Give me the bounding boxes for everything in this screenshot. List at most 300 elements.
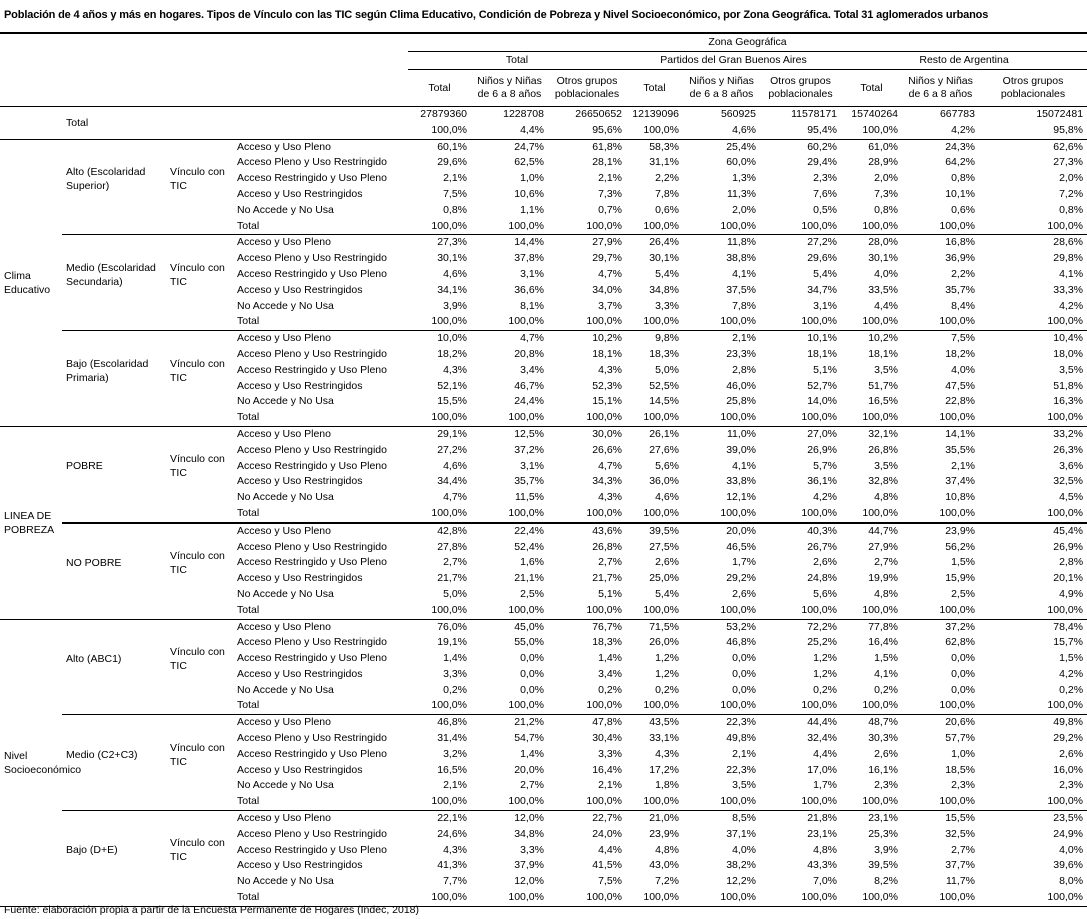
section-label: Clima Educativo — [0, 139, 62, 426]
value-cell: 100,0% — [586, 315, 622, 328]
value-cell: 0,2% — [598, 683, 622, 696]
value-cell: 34,8% — [514, 827, 544, 840]
value-cell: 36,1% — [807, 475, 837, 488]
value-cell: 38,2% — [726, 859, 756, 872]
value-cell: 100,0% — [643, 603, 679, 616]
value-cell: 4,6% — [655, 491, 679, 504]
value-cell: 1,3% — [732, 172, 756, 185]
value-cell: 4,1% — [732, 459, 756, 472]
value-cell: 10,0% — [408, 331, 471, 347]
value-cell: 26,9% — [1053, 540, 1084, 553]
value-cell: 100,0% — [643, 219, 679, 232]
value-cell: 29,2% — [1053, 732, 1084, 745]
value-cell: 27,9% — [868, 540, 898, 553]
value-cell: 27,9% — [548, 235, 626, 251]
value-cell: 3,1% — [813, 299, 837, 312]
value-cell: 100,0% — [862, 219, 898, 232]
table-body — [0, 107, 1087, 907]
value-cell: 100,0% — [1047, 795, 1084, 808]
value-cell: 100,0% — [862, 411, 898, 424]
value-cell: 22,8% — [945, 395, 975, 408]
value-cell: 7,8% — [655, 187, 679, 200]
value-cell: 0,2% — [813, 683, 837, 696]
category-label: Acceso Pleno y Uso Restringido — [237, 252, 387, 265]
category-label: Total — [237, 795, 260, 808]
value-cell: 60,1% — [408, 139, 471, 155]
value-cell: 22,3% — [726, 763, 756, 776]
value-cell: 100,0% — [801, 795, 837, 808]
value-cell: 100,0% — [586, 411, 622, 424]
category-label: Acceso y Uso Pleno — [233, 619, 408, 635]
value-cell: 46,5% — [726, 540, 756, 553]
data-row — [0, 426, 1087, 442]
value-cell: 24,6% — [437, 827, 467, 840]
value-cell: 23,9% — [649, 827, 679, 840]
value-cell: 16,4% — [868, 636, 898, 649]
category-label: Acceso Pleno y Uso Restringido — [237, 443, 387, 456]
value-cell: 25,3% — [868, 827, 898, 840]
value-cell: 49,8% — [979, 715, 1087, 731]
category-label: Acceso Restringido y Uso Pleno — [237, 843, 387, 856]
category-label: No Accede y No Usa — [237, 491, 334, 504]
group-label: Alto (ABC1) — [62, 619, 166, 715]
value-cell: 42,8% — [408, 523, 471, 540]
value-cell: 27,0% — [760, 426, 841, 442]
value-cell: 12,5% — [471, 426, 548, 442]
value-cell: 43,3% — [807, 859, 837, 872]
value-cell: 1,6% — [520, 556, 544, 569]
value-cell: 4,1% — [1059, 267, 1084, 280]
value-cell: 100,0% — [720, 315, 756, 328]
category-label: Acceso y Uso Restringidos — [237, 859, 363, 872]
value-cell: 2,1% — [683, 331, 760, 347]
value-cell: 21,7% — [592, 572, 622, 585]
value-cell: 4,3% — [443, 843, 467, 856]
category-label: Acceso y Uso Pleno — [233, 235, 408, 251]
value-cell: 41,5% — [592, 859, 622, 872]
value-cell: 15,9% — [945, 572, 975, 585]
value-cell: 39,5% — [868, 859, 898, 872]
value-cell: 0,0% — [732, 667, 756, 680]
column-header: Total — [643, 81, 666, 94]
value-cell: 37,4% — [945, 475, 975, 488]
value-cell: 100,0% — [939, 315, 975, 328]
value-cell: 23,9% — [902, 523, 979, 540]
value-cell: 100,0% — [431, 699, 467, 712]
value-cell: 18,5% — [945, 763, 975, 776]
value-cell: 27,5% — [649, 540, 679, 553]
value-cell: 5,6% — [655, 459, 679, 472]
value-cell: 2,8% — [732, 363, 756, 376]
value-cell: 18,1% — [868, 347, 898, 360]
value-cell: 2,3% — [951, 779, 975, 792]
value-cell: 10,2% — [548, 331, 626, 347]
value-cell: 10,1% — [945, 187, 975, 200]
value-cell: 61,8% — [548, 139, 626, 155]
category-label: Acceso Restringido y Uso Pleno — [237, 556, 387, 569]
value-cell: 18,2% — [437, 347, 467, 360]
value-cell: 0,8% — [874, 203, 898, 216]
value-cell: 22,3% — [683, 715, 760, 731]
value-cell: 100,0% — [508, 891, 544, 904]
value-cell: 0,0% — [951, 652, 975, 665]
value-cell: 100,0% — [508, 699, 544, 712]
value-cell: 0,6% — [655, 203, 679, 216]
value-cell: 29,2% — [726, 572, 756, 585]
value-cell: 78,4% — [979, 619, 1087, 635]
value-cell: 4,0% — [874, 267, 898, 280]
value-cell: 47,8% — [548, 715, 626, 731]
category-label: Acceso Pleno y Uso Restringido — [237, 156, 387, 169]
value-cell: 32,5% — [1053, 475, 1084, 488]
value-cell: 0,7% — [598, 203, 622, 216]
value-cell: 46,0% — [726, 379, 756, 392]
value-cell: 0,0% — [520, 683, 544, 696]
category-label: Total — [237, 603, 260, 616]
value-cell: 0,2% — [874, 683, 898, 696]
value-cell: 60,2% — [760, 139, 841, 155]
value-cell: 100,0% — [801, 411, 837, 424]
value-cell: 25,0% — [649, 572, 679, 585]
value-cell: 30,0% — [548, 426, 626, 442]
value-cell: 28,1% — [592, 156, 622, 169]
value-cell: 100,0% — [508, 219, 544, 232]
value-cell: 3,9% — [443, 299, 467, 312]
value-cell: 5,7% — [813, 459, 837, 472]
value-cell: 29,8% — [1053, 252, 1084, 265]
data-row — [0, 139, 1087, 155]
vinculo-label: Vínculo con TIC — [166, 523, 233, 619]
vinculo-label: Vínculo con TIC — [166, 139, 233, 235]
group-label: Alto (Escolaridad Superior) — [62, 139, 166, 235]
value-cell: 37,9% — [514, 859, 544, 872]
value-cell: 28,0% — [841, 235, 902, 251]
value-cell: 26,0% — [649, 636, 679, 649]
value-cell: 20,6% — [902, 715, 979, 731]
value-cell: 1,1% — [520, 203, 544, 216]
value-cell: 44,7% — [841, 523, 902, 540]
value-cell: 100,0% — [643, 315, 679, 328]
value-cell: 22,7% — [548, 811, 626, 827]
value-cell: 7,8% — [732, 299, 756, 312]
value-cell: 27,2% — [760, 235, 841, 251]
value-cell: 51,8% — [1053, 379, 1084, 392]
value-cell: 100,0% — [720, 506, 756, 519]
value-cell: 7,5% — [902, 331, 979, 347]
value-cell: 21,2% — [471, 715, 548, 731]
value-cell: 26,9% — [807, 443, 837, 456]
value-cell: 7,3% — [598, 187, 622, 200]
value-cell: 4,3% — [598, 363, 622, 376]
value-cell: 52,5% — [649, 379, 679, 392]
value-cell: 20,8% — [514, 347, 544, 360]
value-cell: 51,7% — [868, 379, 898, 392]
value-cell: 11,5% — [515, 491, 544, 504]
category-label: Acceso Restringido y Uso Pleno — [237, 459, 387, 472]
value-cell: 100,0% — [720, 795, 756, 808]
value-cell: 5,4% — [655, 587, 679, 600]
value-cell: 4,2% — [1059, 299, 1084, 312]
group-label: POBRE — [62, 426, 166, 522]
value-cell: 27,8% — [437, 540, 467, 553]
value-cell: 0,0% — [520, 652, 544, 665]
value-cell: 100,0% — [801, 219, 837, 232]
value-cell: 30,1% — [649, 252, 679, 265]
value-cell: 100,0% — [586, 891, 622, 904]
value-cell: 4,0% — [951, 363, 975, 376]
value-cell: 5,6% — [813, 587, 837, 600]
column-header: Otros grupos poblacionales — [1000, 75, 1066, 100]
value-cell: 2,0% — [874, 172, 898, 185]
blank-cell — [0, 107, 62, 123]
value-cell: 3,4% — [598, 667, 622, 680]
value-cell: 60,0% — [726, 156, 756, 169]
value-cell: 26,3% — [1053, 443, 1084, 456]
value-cell: 52,1% — [437, 379, 467, 392]
data-row — [0, 619, 1087, 635]
value-cell: 27,6% — [649, 443, 679, 456]
value-cell: 16,5% — [868, 395, 898, 408]
value-cell: 0,8% — [443, 203, 467, 216]
category-label: Acceso Pleno y Uso Restringido — [237, 827, 387, 840]
value-cell: 100,0% — [1047, 891, 1084, 904]
value-cell: 28,6% — [979, 235, 1087, 251]
value-cell: 1,4% — [598, 652, 622, 665]
value-cell: 4,7% — [598, 459, 622, 472]
value-cell: 25,8% — [726, 395, 756, 408]
value-cell: 26,6% — [592, 443, 622, 456]
value-cell: 0,0% — [520, 667, 544, 680]
value-cell: 56,2% — [945, 540, 975, 553]
value-cell: 100,0% — [720, 219, 756, 232]
value-cell: 100,0% — [586, 506, 622, 519]
value-cell: 100,0% — [643, 699, 679, 712]
value-cell: 12,0% — [471, 811, 548, 827]
value-cell: 4,6% — [443, 459, 467, 472]
value-cell: 100,0% — [939, 603, 975, 616]
value-cell: 100,0% — [720, 603, 756, 616]
category-label: No Accede y No Usa — [237, 779, 334, 792]
value-cell: 15,1% — [592, 395, 622, 408]
value-cell: 11,8% — [683, 235, 760, 251]
value-cell: 100,0% — [586, 699, 622, 712]
value-cell: 46,8% — [408, 715, 471, 731]
value-cell: 100,0% — [508, 603, 544, 616]
value-cell: 8,5% — [683, 811, 760, 827]
value-cell: 52,3% — [592, 379, 622, 392]
value-cell: 20,0% — [683, 523, 760, 540]
value-cell: 25,4% — [683, 139, 760, 155]
category-label: No Accede y No Usa — [237, 203, 334, 216]
value-cell: 0,0% — [732, 683, 756, 696]
value-cell: 100,0% — [643, 891, 679, 904]
data-row — [0, 811, 1087, 827]
value-cell: 1,8% — [655, 779, 679, 792]
vinculo-label: Vínculo con TIC — [166, 426, 233, 522]
value-cell: 2,8% — [1059, 556, 1084, 569]
count-cell: 667783 — [939, 108, 975, 120]
value-cell: 5,0% — [443, 587, 467, 600]
value-cell: 2,5% — [951, 587, 975, 600]
value-cell: 100,0% — [720, 891, 756, 904]
value-cell: 24,9% — [1053, 827, 1084, 840]
value-cell: 62,8% — [945, 636, 975, 649]
value-cell: 100,0% — [1047, 315, 1084, 328]
value-cell: 16,0% — [1053, 763, 1084, 776]
value-cell: 16,4% — [592, 763, 622, 776]
value-cell: 14,1% — [902, 426, 979, 442]
vinculo-label: Vínculo con TIC — [166, 235, 233, 331]
value-cell: 3,9% — [874, 843, 898, 856]
value-cell: 29,4% — [807, 156, 837, 169]
category-label: Acceso y Uso Restringidos — [237, 475, 363, 488]
value-cell: 100,0% — [431, 411, 467, 424]
value-cell: 7,6% — [813, 187, 837, 200]
value-cell: 17,2% — [649, 763, 679, 776]
value-cell: 30,4% — [592, 732, 622, 745]
category-label: Acceso y Uso Restringidos — [237, 763, 363, 776]
value-cell: 37,1% — [726, 827, 756, 840]
value-cell: 25,2% — [807, 636, 837, 649]
value-cell: 0,6% — [951, 203, 975, 216]
count-cell: 26650652 — [575, 108, 622, 120]
category-label: Acceso y Uso Restringidos — [237, 283, 363, 296]
percent-cell: 95,6% — [592, 123, 622, 136]
value-cell: 2,1% — [732, 747, 756, 760]
value-cell: 0,2% — [1059, 683, 1084, 696]
count-cell: 15072481 — [1036, 108, 1084, 120]
value-cell: 11,3% — [727, 187, 756, 200]
value-cell: 39,6% — [1053, 859, 1084, 872]
value-cell: 4,8% — [655, 843, 679, 856]
total-label: Total — [66, 116, 89, 129]
value-cell: 16,3% — [1053, 395, 1084, 408]
value-cell: 100,0% — [1047, 411, 1084, 424]
value-cell: 100,0% — [1047, 506, 1084, 519]
value-cell: 33,2% — [979, 426, 1087, 442]
value-cell: 27,2% — [437, 443, 467, 456]
value-cell: 3,5% — [1059, 363, 1084, 376]
value-cell: 100,0% — [862, 795, 898, 808]
value-cell: 2,0% — [732, 203, 756, 216]
value-cell: 27,3% — [408, 235, 471, 251]
category-label: Acceso Restringido y Uso Pleno — [237, 652, 387, 665]
column-header: Total — [860, 81, 883, 94]
percent-cell: 4,2% — [951, 123, 975, 136]
value-cell: 46,8% — [726, 636, 756, 649]
category-label: Acceso y Uso Restringidos — [237, 667, 363, 680]
value-cell: 5,1% — [813, 363, 837, 376]
value-cell: 1,4% — [443, 652, 467, 665]
value-cell: 1,5% — [874, 652, 898, 665]
group-label: Bajo (D+E) — [62, 811, 166, 907]
value-cell: 5,4% — [813, 267, 837, 280]
value-cell: 4,3% — [598, 491, 622, 504]
value-cell: 37,2% — [902, 619, 979, 635]
value-cell: 22,1% — [408, 811, 471, 827]
value-cell: 7,0% — [813, 875, 837, 888]
column-header: Niños y Niñas de 6 a 8 años — [477, 75, 542, 100]
count-cell: 27879360 — [420, 108, 467, 120]
value-cell: 21,1% — [514, 572, 544, 585]
value-cell: 100,0% — [508, 795, 544, 808]
category-label: Acceso Restringido y Uso Pleno — [237, 172, 387, 185]
value-cell: 3,2% — [443, 747, 467, 760]
value-cell: 4,9% — [1059, 587, 1084, 600]
value-cell: 2,7% — [520, 779, 544, 792]
value-cell: 15,5% — [437, 395, 467, 408]
value-cell: 100,0% — [643, 506, 679, 519]
header-blank — [0, 33, 408, 52]
value-cell: 4,0% — [732, 843, 756, 856]
value-cell: 2,5% — [520, 587, 544, 600]
category-label: Acceso y Uso Pleno — [233, 523, 408, 540]
value-cell: 7,2% — [655, 875, 679, 888]
value-cell: 100,0% — [939, 795, 975, 808]
category-label: No Accede y No Usa — [237, 683, 334, 696]
value-cell: 2,6% — [732, 587, 756, 600]
value-cell: 15,5% — [902, 811, 979, 827]
value-cell: 3,5% — [732, 779, 756, 792]
value-cell: 40,3% — [760, 523, 841, 540]
value-cell: 33,1% — [649, 732, 679, 745]
value-cell: 100,0% — [643, 411, 679, 424]
percent-cell: 100,0% — [431, 123, 467, 136]
value-cell: 12,2% — [726, 875, 756, 888]
value-cell: 21,0% — [626, 811, 683, 827]
value-cell: 0,8% — [951, 172, 975, 185]
value-cell: 15,7% — [1053, 636, 1084, 649]
value-cell: 10,6% — [514, 187, 544, 200]
value-cell: 14,4% — [471, 235, 548, 251]
vinculo-label: Vínculo con TIC — [166, 619, 233, 715]
value-cell: 22,4% — [471, 523, 548, 540]
percent-cell: 4,6% — [732, 123, 756, 136]
value-cell: 41,3% — [437, 859, 467, 872]
value-cell: 76,7% — [548, 619, 626, 635]
value-cell: 33,3% — [1053, 283, 1084, 296]
value-cell: 23,1% — [807, 827, 837, 840]
value-cell: 76,0% — [408, 619, 471, 635]
percent-cell: 4,4% — [520, 123, 544, 136]
category-label: No Accede y No Usa — [237, 395, 334, 408]
value-cell: 49,8% — [726, 732, 756, 745]
value-cell: 0,8% — [1059, 203, 1084, 216]
data-row — [0, 523, 1087, 540]
value-cell: 26,7% — [807, 540, 837, 553]
section-label: LINEA DE POBREZA — [0, 426, 62, 619]
data-row — [0, 235, 1087, 251]
data-row — [0, 715, 1087, 731]
value-cell: 53,2% — [683, 619, 760, 635]
category-label: Acceso y Uso Pleno — [233, 331, 408, 347]
value-cell: 24,0% — [592, 827, 622, 840]
value-cell: 39,5% — [626, 523, 683, 540]
value-cell: 4,5% — [1059, 491, 1084, 504]
table-header — [0, 33, 1087, 107]
category-label: Total — [237, 219, 260, 232]
count-cell: 1228708 — [503, 108, 544, 120]
value-cell: 100,0% — [939, 219, 975, 232]
value-cell: 2,7% — [874, 556, 898, 569]
value-cell: 43,6% — [548, 523, 626, 540]
section-label: Nivel Socioeconómico — [0, 619, 62, 906]
blank-cell — [0, 123, 62, 139]
category-label: Total — [237, 699, 260, 712]
value-cell: 26,8% — [868, 443, 898, 456]
value-cell: 10,2% — [841, 331, 902, 347]
value-cell: 31,1% — [649, 156, 679, 169]
